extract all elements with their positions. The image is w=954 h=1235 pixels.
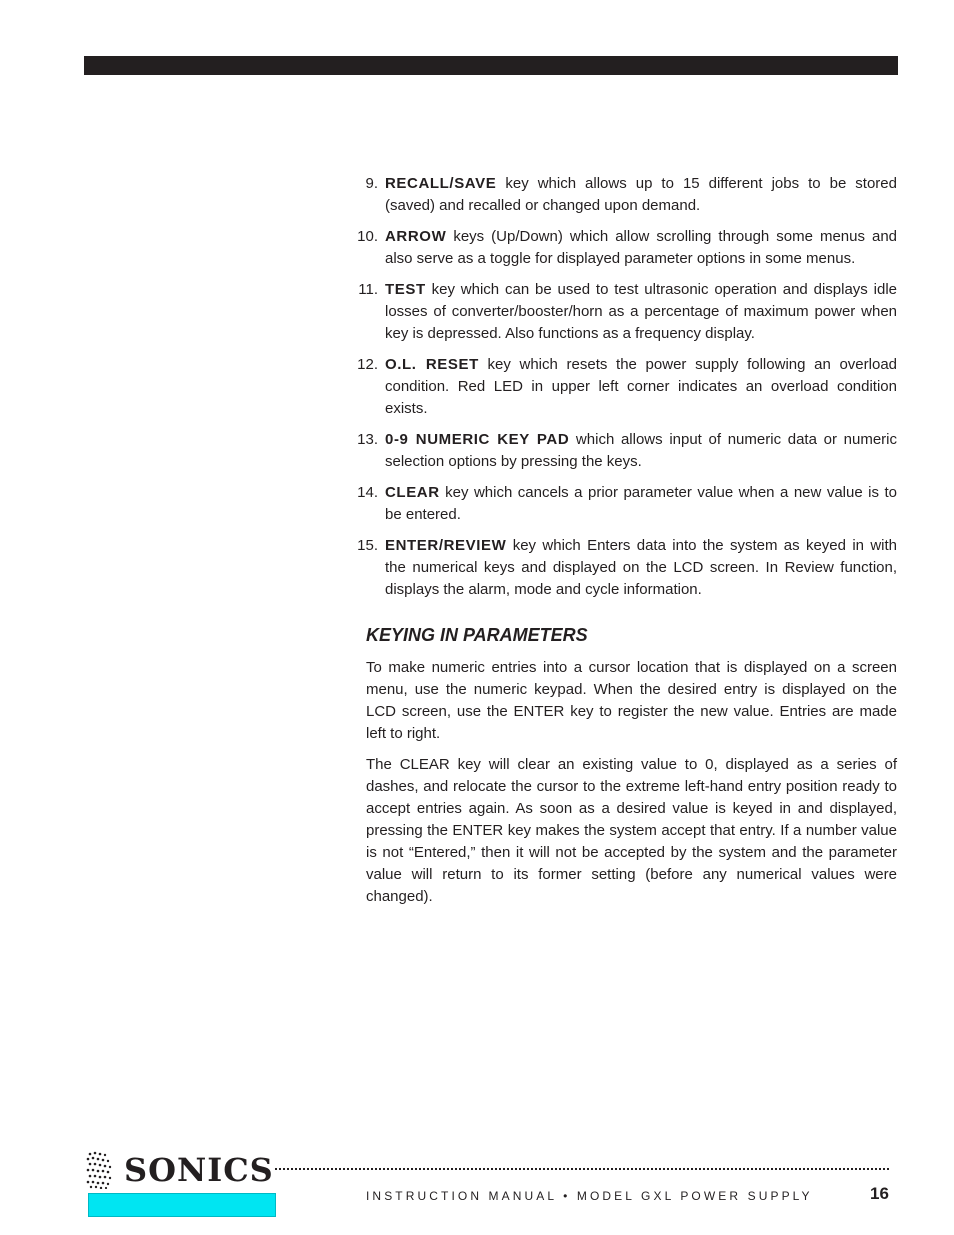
- brand-logo: SONICS: [124, 1151, 274, 1189]
- key-name: TEST: [385, 281, 426, 298]
- section-heading: KEYING IN PARAMETERS: [366, 625, 588, 645]
- item-text: key which Enters data into the system as keyed in with the numerical keys and displayed on the LCD screen. In Review function, displays the alarm, mode and cycle information.: [385, 537, 897, 598]
- item-number: 12.: [357, 356, 378, 373]
- key-name: RECALL/SAVE: [385, 175, 497, 192]
- item-text: key which resets the power supply following an overload condition. Red LED in upper left corner indicates an overload condition exists.: [385, 356, 898, 417]
- key-name: CLEAR: [385, 484, 440, 501]
- key-list: [348, 173, 897, 610]
- item-text: which allows input of numeric data or numeric selection options by pressing the keys.: [385, 431, 897, 470]
- list-item: [348, 535, 897, 601]
- header-bar: [84, 56, 898, 75]
- item-text: key which cancels a prior parameter value when a new value is to be entered.: [385, 484, 897, 523]
- item-number: 10.: [357, 228, 378, 245]
- list-item: [348, 279, 897, 345]
- key-name: ENTER/REVIEW: [385, 537, 507, 554]
- paragraph: The CLEAR key will clear an existing value to 0, displayed as a series of dashes, and relocate the cursor to the extreme left-hand entry position ready to accept entries again. As soon as a desired value is keyed in and displayed, pressing the ENTER key makes the system accept that entry. If a number value is not “Entered,” then it will not be accepted by the system and the parameter value will return to its former setting (before any numerical values were changed).: [366, 756, 897, 905]
- item-text: keys (Up/Down) which allow scrolling through some menus and also serve as a toggle for displayed parameter options in some menus.: [385, 228, 897, 267]
- list-item: [348, 354, 897, 420]
- item-text: key which allows up to 15 different jobs to be stored (saved) and recalled or changed upon demand.: [385, 175, 897, 214]
- page-number: 16: [870, 1184, 889, 1203]
- item-number: 13.: [357, 431, 378, 448]
- sonics-logo-dots-icon: [86, 1151, 114, 1189]
- list-item: [348, 482, 897, 526]
- paragraph: To make numeric entries into a cursor location that is displayed on a screen menu, use the numeric keypad. When the desired entry is displayed on the LCD screen, use the ENTER key to register the new value. Entries are made left to right.: [366, 659, 897, 742]
- list-item: [348, 226, 897, 270]
- dotted-divider: [275, 1168, 889, 1170]
- key-name: O.L. RESET: [385, 356, 479, 373]
- item-number: 9.: [365, 175, 378, 192]
- key-name: 0-9 NUMERIC KEY PAD: [385, 431, 570, 448]
- footer-title: INSTRUCTION MANUAL • MODEL GXL POWER SUPPLY: [366, 1189, 813, 1203]
- item-text: key which can be used to test ultrasonic operation and displays idle losses of converter/booster/horn as a percentage of maximum power when key is depressed. Also functions as a frequency display.: [385, 281, 897, 342]
- list-item: [348, 429, 897, 473]
- item-number: 15.: [357, 537, 378, 554]
- item-number: 11.: [358, 281, 378, 298]
- key-name: ARROW: [385, 228, 447, 245]
- keying-section: [366, 622, 897, 917]
- brand-accent-bar: [88, 1193, 276, 1217]
- list-item: [348, 173, 897, 217]
- item-number: 14.: [357, 484, 378, 501]
